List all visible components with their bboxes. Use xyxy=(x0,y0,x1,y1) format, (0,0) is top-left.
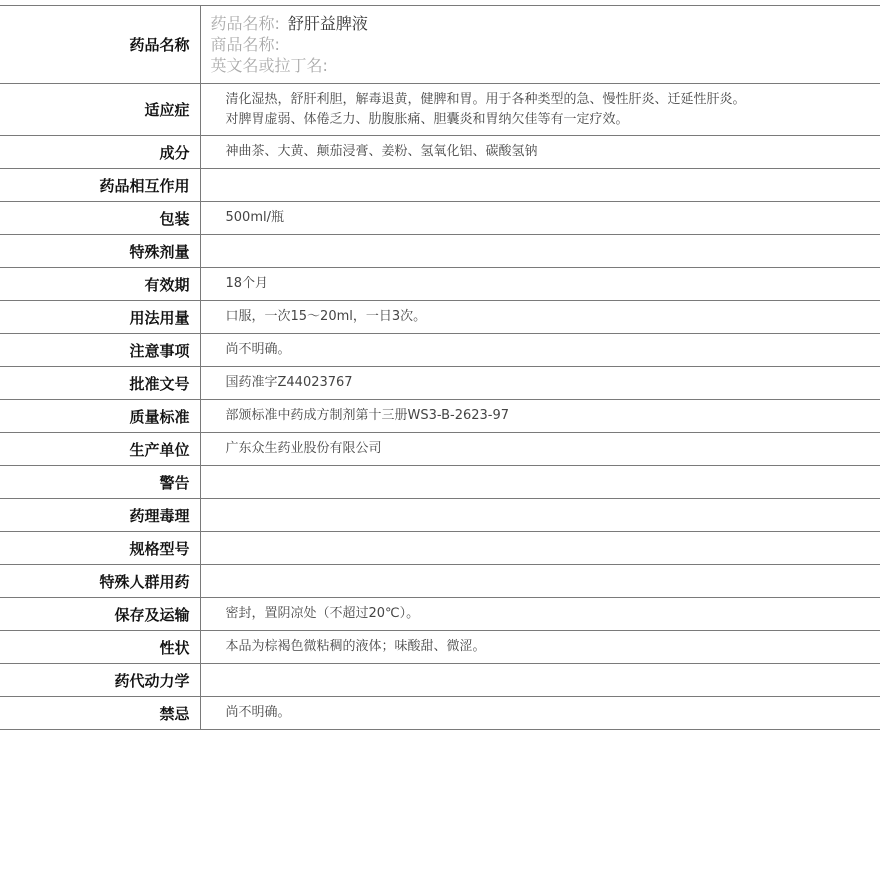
row-label: 特殊人群用药 xyxy=(0,565,200,598)
table-row xyxy=(0,334,880,367)
row-label: 药代动力学 xyxy=(0,664,200,697)
table-row xyxy=(0,301,880,334)
table-row xyxy=(0,697,880,730)
row-label: 警告 xyxy=(0,466,200,499)
row-label: 有效期 xyxy=(0,268,200,301)
generic-name-value: 舒肝益脾液 xyxy=(287,14,368,33)
name-row xyxy=(0,6,880,84)
row-value: 神曲茶、大黄、颠茄浸膏、姜粉、氢氧化铝、碳酸氢钠 xyxy=(200,136,880,169)
drug-info-table xyxy=(0,5,880,730)
table-row xyxy=(0,598,880,631)
row-value xyxy=(200,664,880,697)
row-label: 药品相互作用 xyxy=(0,169,200,202)
indications-value xyxy=(200,84,880,136)
row-label: 质量标准 xyxy=(0,400,200,433)
table-row xyxy=(0,532,880,565)
row-label: 成分 xyxy=(0,136,200,169)
table-row xyxy=(0,499,880,532)
indications-line-1: 清化湿热，舒肝利胆，解毒退黄，健脾和胃。用于各种类型的急、慢性肝炎、迁延性肝炎。 xyxy=(225,91,746,107)
table-row xyxy=(0,664,880,697)
indications-line-2: 对脾胃虚弱、体倦乏力、肋腹胀痛、胆囊炎和胃纳欠佳等有一定疗效。 xyxy=(225,111,629,127)
row-label: 保存及运输 xyxy=(0,598,200,631)
row-label: 药品名称 xyxy=(0,6,200,84)
row-value: 广东众生药业股份有限公司 xyxy=(200,433,880,466)
row-value: 500ml/瓶 xyxy=(200,202,880,235)
row-label: 批准文号 xyxy=(0,367,200,400)
table-row xyxy=(0,136,880,169)
table-row xyxy=(0,367,880,400)
row-label: 用法用量 xyxy=(0,301,200,334)
row-label: 注意事项 xyxy=(0,334,200,367)
row-value: 尚不明确。 xyxy=(200,697,880,730)
table-row xyxy=(0,268,880,301)
row-value: 本品为棕褐色微粘稠的液体；味酸甜、微涩。 xyxy=(200,631,880,664)
name-cell xyxy=(200,6,880,84)
table-row xyxy=(0,202,880,235)
row-value xyxy=(200,235,880,268)
row-value: 口服，一次15～20ml，一日3次。 xyxy=(200,301,880,334)
row-value xyxy=(200,499,880,532)
row-label: 禁忌 xyxy=(0,697,200,730)
row-label: 包装 xyxy=(0,202,200,235)
table-row xyxy=(0,466,880,499)
english-name-label: 英文名或拉丁名: xyxy=(210,56,328,75)
row-label: 规格型号 xyxy=(0,532,200,565)
row-value xyxy=(200,169,880,202)
row-value xyxy=(200,565,880,598)
row-value: 18个月 xyxy=(200,268,880,301)
row-label: 生产单位 xyxy=(0,433,200,466)
row-value xyxy=(200,532,880,565)
generic-name-line xyxy=(211,13,880,34)
table-row xyxy=(0,235,880,268)
indications-row xyxy=(0,84,880,136)
trade-name-label: 商品名称: xyxy=(210,35,280,54)
row-value: 部颁标准中药成方制剂第十三册WS3-B-2623-97 xyxy=(200,400,880,433)
info-rows xyxy=(0,136,880,730)
row-label: 性状 xyxy=(0,631,200,664)
table-row xyxy=(0,169,880,202)
row-value: 国药准字Z44023767 xyxy=(200,367,880,400)
table-row xyxy=(0,400,880,433)
row-value: 尚不明确。 xyxy=(200,334,880,367)
row-label: 适应症 xyxy=(0,84,200,136)
table-row xyxy=(0,565,880,598)
row-label: 特殊剂量 xyxy=(0,235,200,268)
table-row xyxy=(0,433,880,466)
generic-name-label: 药品名称: xyxy=(210,14,280,33)
row-value: 密封，置阴凉处（不超过20℃）。 xyxy=(200,598,880,631)
table-row xyxy=(0,631,880,664)
row-label: 药理毒理 xyxy=(0,499,200,532)
row-value xyxy=(200,466,880,499)
